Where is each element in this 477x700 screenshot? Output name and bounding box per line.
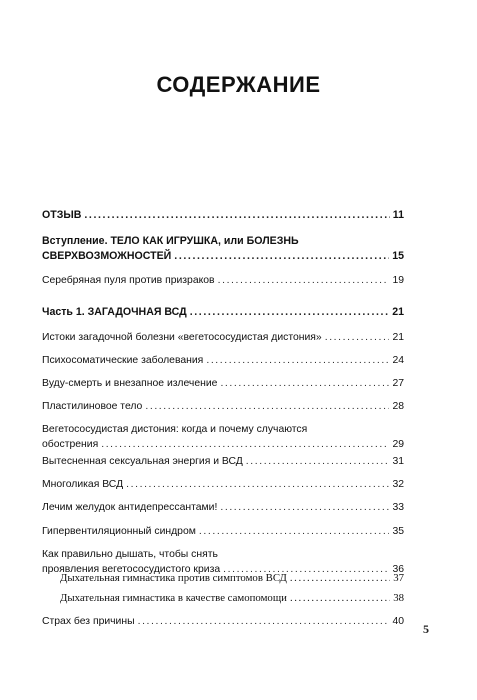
- toc-entry-title: Серебряная пуля против призраков: [42, 275, 215, 286]
- toc-entry-page: 27: [392, 378, 404, 389]
- leader-dots: [325, 330, 390, 345]
- toc-entry-page: 21: [392, 306, 404, 318]
- leader-dots: [220, 500, 389, 515]
- toc-entry[interactable]: [42, 353, 404, 368]
- leader-dots: [290, 591, 390, 606]
- page-title: СОДЕРЖАНИЕ: [156, 72, 321, 97]
- toc-entry-title: Дыхательная гимнастика против симптомов ВСД: [60, 572, 287, 584]
- toc-entry-page: 11: [392, 209, 404, 221]
- leader-dots: [84, 208, 389, 223]
- toc-entry-title: Часть 1. ЗАГАДОЧНАЯ ВСД: [42, 306, 187, 318]
- toc-entry-title: Психосоматические заболевания: [42, 355, 204, 366]
- toc-entry-title: ОТЗЫВ: [42, 209, 82, 221]
- toc-entry-page: 40: [392, 616, 404, 627]
- toc-entry-page: 19: [392, 275, 404, 286]
- toc-entry[interactable]: [42, 305, 404, 320]
- toc-entry-title: СВЕРХВОЗМОЖНОСТЕЙ: [42, 250, 172, 262]
- toc-entry[interactable]: [60, 571, 404, 586]
- page-number: 5: [423, 622, 429, 636]
- toc-entry[interactable]: [42, 477, 404, 492]
- toc-entry-page: 35: [392, 526, 404, 537]
- toc-entry[interactable]: [42, 273, 404, 288]
- toc-entry-title: Истоки загадочной болезни «вегетососудистая дистония»: [42, 332, 322, 343]
- leader-dots: [206, 353, 389, 368]
- toc-entry-title: Вытесненная сексуальная энергия и ВСД: [42, 456, 243, 467]
- leader-dots: [126, 477, 389, 492]
- toc-entry-page: 31: [392, 456, 404, 467]
- leader-dots: [174, 249, 389, 264]
- toc-entry-page: 33: [392, 502, 404, 513]
- toc-entry[interactable]: [60, 591, 404, 606]
- leader-dots: [199, 524, 390, 539]
- toc-entry-title: Многоликая ВСД: [42, 479, 124, 490]
- toc-entry[interactable]: [42, 454, 404, 469]
- toc-entry-page: 38: [393, 592, 404, 604]
- toc-entry-page: 28: [392, 401, 404, 412]
- toc-entry-title: проявления вегетососудистого криза: [42, 564, 221, 575]
- toc-entry-page: 24: [392, 355, 404, 366]
- toc-entry-title: Гипервентиляционный синдром: [42, 526, 196, 537]
- toc-entry[interactable]: [42, 500, 404, 515]
- leader-dots: [220, 376, 389, 391]
- leader-dots: [138, 614, 390, 629]
- toc-entry-page: 29: [392, 439, 404, 450]
- toc-entry-title-line1: Вегетососудистая дистония: когда и почему случаются: [42, 424, 308, 435]
- toc-entry-title: обострения: [42, 439, 99, 450]
- toc-entry[interactable]: [42, 376, 404, 391]
- leader-dots: [101, 437, 389, 452]
- toc-entry[interactable]: [42, 399, 404, 414]
- toc-entry-title: Лечим желудок антидепрессантами!: [42, 502, 218, 513]
- leader-dots: [145, 399, 389, 414]
- toc-entry-title: Страх без причины: [42, 616, 135, 627]
- toc-entry[interactable]: [42, 524, 404, 539]
- toc-entry-page: 36: [392, 564, 404, 575]
- toc-entry-title: Вуду-смерть и внезапное излечение: [42, 378, 218, 389]
- toc-entry[interactable]: [42, 422, 404, 452]
- toc-entry-page: 21: [392, 332, 404, 343]
- toc-entry-title: Дыхательная гимнастика в качестве самопомощи: [60, 592, 287, 604]
- toc-entry-page: 37: [393, 572, 404, 584]
- toc-entry-title: Пластилиновое тело: [42, 401, 143, 412]
- toc-entry-title-line1: Как правильно дышать, чтобы снять: [42, 549, 218, 560]
- toc-entry-page: 32: [392, 479, 404, 490]
- leader-dots: [290, 571, 390, 586]
- toc-entry-page: 15: [392, 250, 404, 262]
- leader-dots: [246, 454, 390, 469]
- toc-entry[interactable]: [42, 234, 404, 264]
- leader-dots: [218, 273, 390, 288]
- toc-entry[interactable]: [42, 208, 404, 223]
- toc-entry[interactable]: [42, 614, 404, 629]
- toc-entry-title-line1: Вступление. ТЕЛО КАК ИГРУШКА, или БОЛЕЗНЬ: [42, 235, 299, 247]
- toc-entry[interactable]: [42, 330, 404, 345]
- leader-dots: [190, 305, 389, 320]
